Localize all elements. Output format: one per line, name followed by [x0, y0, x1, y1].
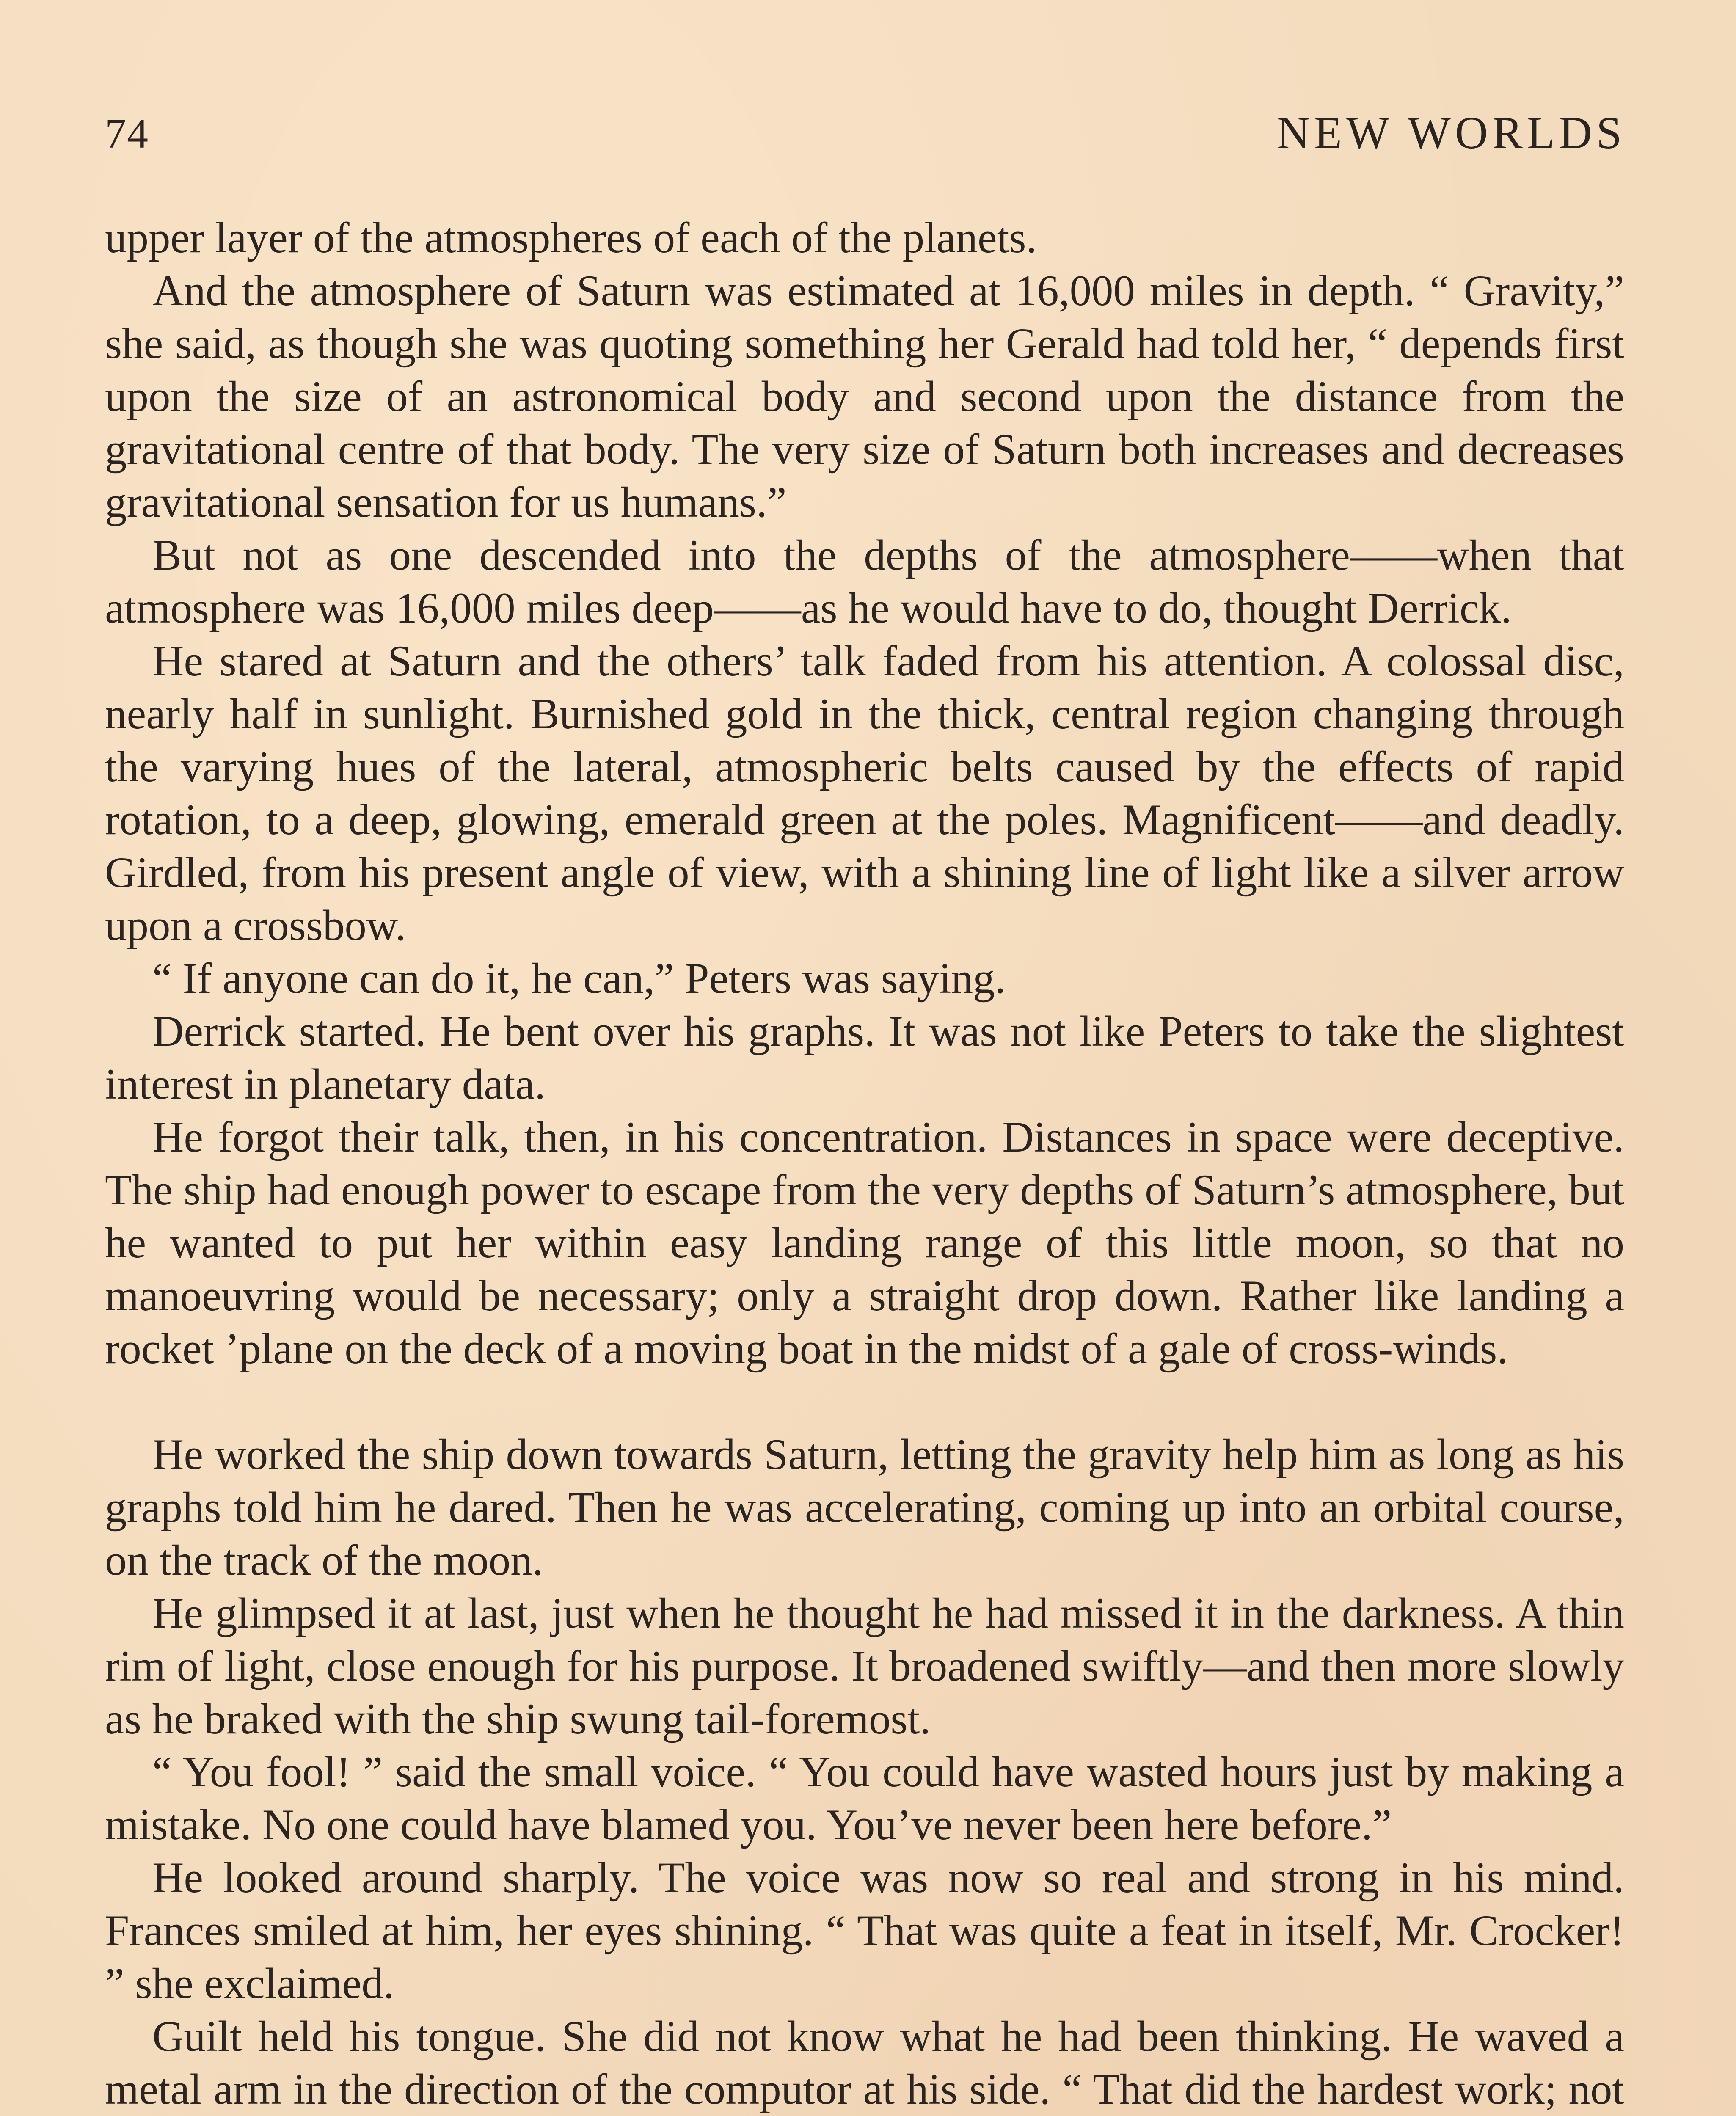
paragraph: “ You fool! ” said the small voice. “ You could have wasted hours just by making a mistake. No one could have blamed you. You’ve never been here before.”	[105, 1748, 1624, 1849]
paragraph: “ If anyone can do it, he can,” Peters was saying.	[152, 954, 1006, 1003]
paragraph: He looked around sharply. The voice was now so real and strong in his mind. Frances smiled at him, her eyes shining. “ That was quite a feat in itself, Mr. Crocker! ” she exclaimed.	[105, 1854, 1624, 2008]
paragraph: He stared at Saturn and the others’ talk faded from his attention. A colossal disc, nearly half in sunlight. Burnished gold in the thick, central region changing through the varying hues of the lateral, atmospheric belts caused by the effects of rapid rotation, to a deep, glowing, emerald green at the poles. Magnificent——and deadly. Girdled, from his present angle of view, with a shining line of light like a silver arrow upon a crossbow.	[105, 637, 1624, 950]
paragraph: He worked the ship down towards Saturn, letting the gravity help him as long as his graphs told him he dared. Then he was accelerating, coming up into an orbital course, on the track of the moon.	[105, 1430, 1624, 1584]
paragraph: Derrick started. He bent over his graphs. It was not like Peters to take the slightest interest in planetary data.	[105, 1007, 1624, 1108]
section-break	[105, 1375, 1624, 1428]
running-title: NEW WORLDS	[1277, 108, 1626, 158]
story-text	[105, 212, 1624, 2116]
paragraph: upper layer of the atmospheres of each of the planets.	[105, 214, 1037, 262]
paragraph: But not as one descended into the depths of the atmosphere——when that atmosphere was 16,000 miles deep——as he would have to do, thought Derrick.	[105, 531, 1624, 632]
page-header	[105, 102, 1626, 165]
paragraph: Guilt held his tongue. She did not know what he had been thinking. He waved a metal arm in the direction of the computor at his side. “ That did the hardest work; not	[105, 2012, 1624, 2113]
paragraph: He forgot their talk, then, in his concentration. Distances in space were deceptive. The ship had enough power to escape from the very depths of Saturn’s atmosphere, but he wanted to put her within easy landing range of this little moon, so that no manoeuvring would be necessary; only a straight drop down. Rather like landing a rocket ’plane on the deck of a moving boat in the midst of a gale of cross-winds.	[105, 1113, 1624, 1373]
page-number: 74	[105, 110, 149, 157]
paragraph: And the atmosphere of Saturn was estimated at 16,000 miles in depth. “ Gravity,” she said, as though she was quoting something her Gerald had told her, “ depends first upon the size of an astronomical body and second upon the distance from the gravitational centre of that body. The very size of Saturn both increases and decreases gravitational sensation for us humans.”	[105, 267, 1624, 526]
paragraph: He glimpsed it at last, just when he thought he had missed it in the darkness. A thin rim of light, close enough for his purpose. It broadened swiftly—and then more slowly as he braked with the ship swung tail-foremost.	[105, 1589, 1624, 1743]
